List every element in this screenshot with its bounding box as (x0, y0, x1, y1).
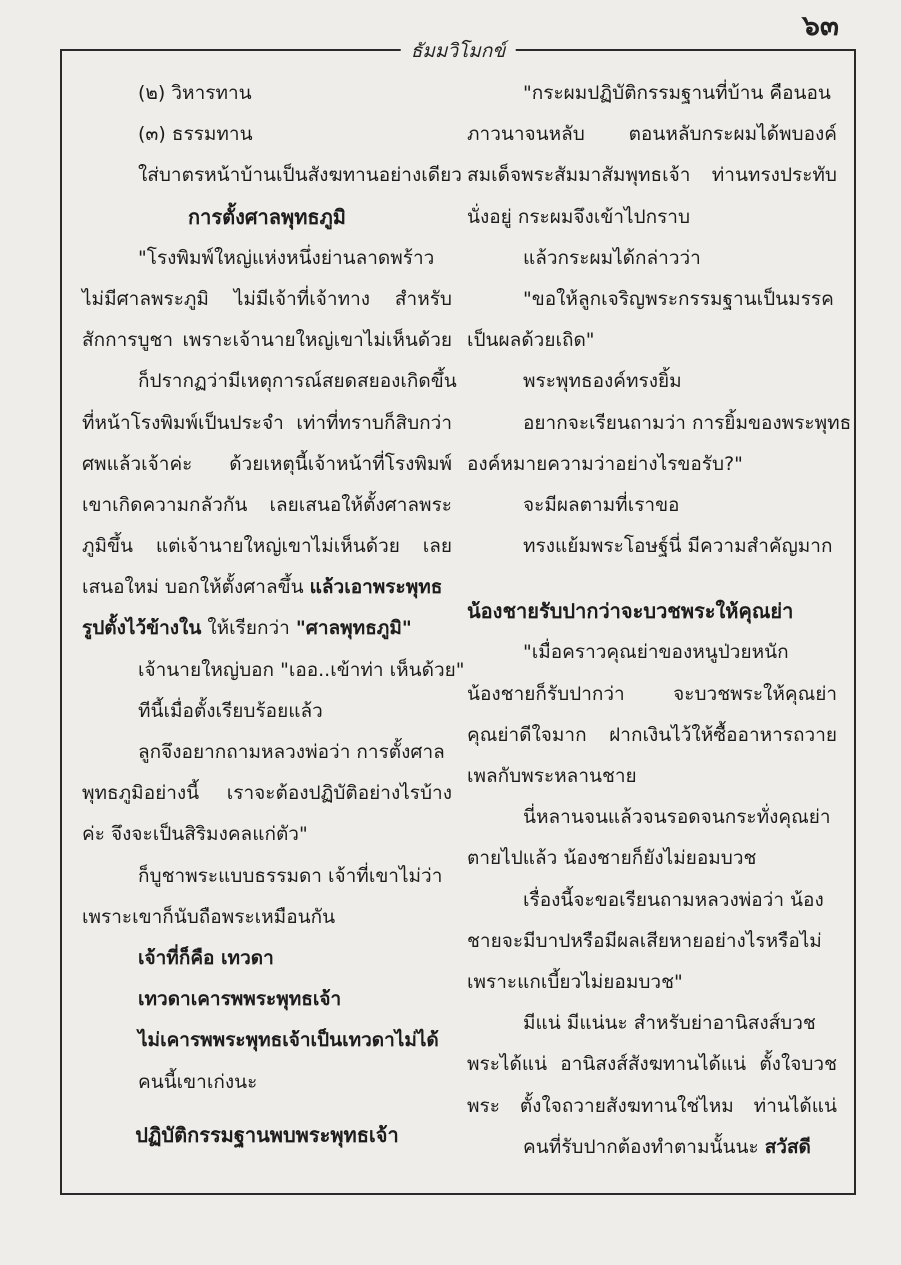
right-column (467, 73, 852, 1168)
bold-span: รูปตั้งไว้ข้างใน (82, 617, 202, 640)
text-line: เจ้านายใหญ่บอก "เออ..เข้าท่า เห็นด้วย" (138, 658, 465, 681)
bold-line: เทวดาเคารพพระพุทธเจ้า (138, 988, 342, 1011)
text-line: มีแน่ มีแน่นะ สำหรับย่าอานิสงส์บวช (523, 1012, 816, 1035)
bold-span: สวัสดี (764, 1135, 811, 1158)
section-heading: การตั้งศาลพุทธภูมิ (188, 204, 346, 229)
text-line: เขาเกิดความกลัวกัน เลยเสนอให้ตั้งศาลพระ (82, 493, 452, 516)
text-line: พระพุทธองค์ทรงยิ้ม (523, 370, 682, 393)
text-line: นี่หลานจนแล้วจนรอดจนกระทั่งคุณย่า (523, 806, 831, 829)
text-line: ก็ปรากฏว่ามีเหตุการณ์สยดสยองเกิดขึ้น (138, 370, 457, 393)
text-line: ไม่มีศาลพระภูมิ ไม่มีเจ้าที่เจ้าทาง สำหรับ (82, 287, 452, 310)
text-span: ให้เรียกว่า (201, 617, 296, 640)
text-line: ภูมิขึ้น แต่เจ้านายใหญ่เขาไม่เห็นด้วย เลย (82, 535, 452, 558)
bold-line: เจ้าที่ก็คือ เทวดา (138, 946, 274, 969)
text-line: พุทธภูมิอย่างนี้ เราจะต้องปฏิบัติอย่างไรบ้าง (82, 782, 452, 805)
left-column (82, 73, 465, 1156)
text-line: องค์หมายความว่าอย่างไรขอรับ?" (467, 452, 743, 475)
text-line: พระ ตั้งใจถวายสังฆทานใช่ไหม ท่านได้แน่ (467, 1094, 837, 1117)
text-line: นั่งอยู่ กระผมจึงเข้าไปกราบ (467, 205, 691, 228)
text-line: แล้วกระผมได้กล่าวว่า (523, 246, 701, 269)
text-line: ใส่บาตรหน้าบ้านเป็นสังฆทานอย่างเดียว (138, 164, 462, 187)
text-line: พระได้แน่ อานิสงส์สังฆทานได้แน่ ตั้งใจบวช (467, 1053, 837, 1076)
text-line: เป็นผลด้วยเถิด" (467, 329, 595, 352)
text-line (82, 608, 452, 649)
text-line: เพราะแกเบี้ยวไม่ยอมบวช" (467, 970, 683, 993)
text-line: ก็บูชาพระแบบธรรมดา เจ้าที่เขาไม่ว่า (138, 864, 443, 887)
text-line: ศพแล้วเจ้าค่ะ ด้วยเหตุนี้เจ้าหน้าที่โรงพิมพ์ (82, 452, 452, 475)
text-line (467, 1127, 837, 1168)
page-number: ๖๓ (802, 9, 839, 42)
bold-line: ไม่เคารพพระพุทธเจ้าเป็นเทวดาไม่ได้ (138, 1029, 439, 1052)
text-line: คนนี้เขาเก่งนะ (138, 1070, 258, 1093)
text-line: ภาวนาจนหลับ ตอนหลับกระผมได้พบองค์ (467, 123, 837, 146)
bold-span: แล้วเอาพระพุทธ (309, 576, 443, 599)
text-span: คนที่รับปากต้องทำตามนั้นนะ (523, 1135, 765, 1158)
text-line: "โรงพิมพ์ใหญ่แห่งหนึ่งย่านลาดพร้าว (138, 246, 435, 269)
text-line: (๒) วิหารทาน (138, 82, 252, 104)
text-line: จะมีผลตามที่เราขอ (523, 493, 680, 516)
text-line (82, 567, 452, 608)
text-span: เสนอใหม่ บอกให้ตั้งศาลขึ้น (82, 576, 310, 599)
text-line: สมเด็จพระสัมมาสัมพุทธเจ้า ท่านทรงประทับ (467, 164, 837, 187)
section-heading: น้องชายรับปากว่าจะบวชพระให้คุณย่า (467, 599, 794, 624)
spacer (82, 1103, 452, 1115)
text-line: ทรงแย้มพระโอษฐ์นี่ มีความสำคัญมาก (523, 535, 833, 558)
section-heading: ปฏิบัติกรรมฐานพบพระพุทธเจ้า (135, 1122, 399, 1147)
text-line: "เมื่อคราวคุณย่าของหนูป่วยหนัก (523, 641, 789, 664)
text-line: น้องชายก็รับปากว่า จะบวชพระให้คุณย่า (467, 682, 837, 705)
header-title: ธัมมวิโมกข์ (401, 36, 516, 66)
text-line: เรื่องนี้จะขอเรียนถามหลวงพ่อว่า น้อง (523, 888, 824, 911)
text-line: อยากจะเรียนถามว่า การยิ้มของพระพุทธ (523, 411, 852, 434)
text-line: ที่หน้าโรงพิมพ์เป็นประจำ เท่าที่ทราบก็สิบกว่า (82, 411, 452, 434)
text-line: "ขอให้ลูกเจริญพระกรรมฐานเป็นมรรค (523, 287, 834, 310)
text-line: คุณย่าดีใจมาก ฝากเงินไว้ให้ซื้ออาหารถวาย (467, 723, 837, 746)
text-line: ตายไปแล้ว น้องชายก็ยังไม่ยอมบวช (467, 847, 757, 870)
text-line: ค่ะ จึงจะเป็นสิริมงคลแก่ตัว" (82, 823, 308, 846)
text-line: ลูกจึงอยากถามหลวงพ่อว่า การตั้งศาล (138, 741, 445, 763)
text-line: ทีนี้เมื่อตั้งเรียบร้อยแล้ว (138, 699, 323, 722)
text-line: ชายจะมีบาปหรือมีผลเสียหายอย่างไรหรือไม่ (467, 929, 822, 952)
text-line: "กระผมปฏิบัติกรรมฐานที่บ้าน คือนอน (523, 82, 831, 104)
page-frame (60, 40, 856, 1195)
bold-span: "ศาลพุทธภูมิ" (295, 617, 412, 640)
spacer (467, 567, 837, 591)
text-line: (๓) ธรรมทาน (138, 123, 253, 146)
text-line: เพราะเขาก็นับถือพระเหมือนกัน (82, 905, 336, 928)
text-line: สักการบูชา เพราะเจ้านายใหญ่เขาไม่เห็นด้วย (82, 329, 452, 352)
text-line: เพลกับพระหลานชาย (467, 765, 637, 787)
